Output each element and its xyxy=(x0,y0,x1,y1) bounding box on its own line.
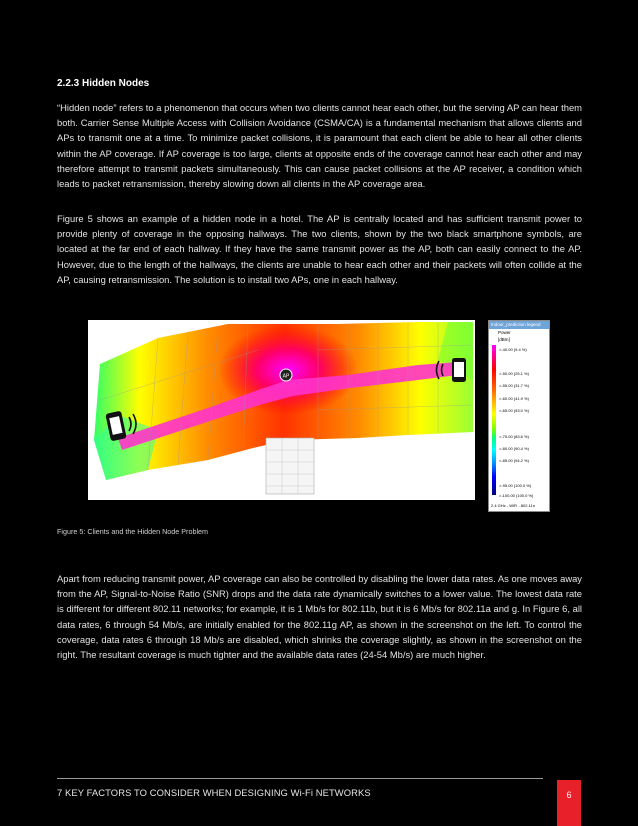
paragraph-data-rates: Apart from reducing transmit power, AP coverage can also be controlled by disabling the lower data rates. As one moves away from the AP, Signal-to-Noise Ratio (SNR) drops and the data rate dynamically switches to a lower value. The lowest data rate is different for different 802.11 networks; for example, it is 1 Mb/s for 802.11b, but it is 6 Mb/s for 802.11a and g. In Figure 6, all data rates, 6 through 54 Mb/s, are initially enabled for the 802.11g AP, as shown in the screenshot on the left. To control the coverage, data rates 6 through 18 Mb/s are disabled, which shrinks the coverage slightly, as shown in the screenshot on the right. The resultant coverage is much tighter and the available data rates (24-54 Mb/s) are much higher. xyxy=(57,573,582,661)
legend-entry: >-95.00 (100.0 %) xyxy=(499,483,532,488)
access-point-icon xyxy=(280,369,292,381)
section-title: 2.2.3 Hidden Nodes xyxy=(57,78,150,89)
legend-entry: >-85.00 (94.2 %) xyxy=(499,458,529,463)
legend-entry: >-75.00 (83.6 %) xyxy=(499,434,529,439)
figure-caption: Figure 5: Clients and the Hidden Node Problem xyxy=(57,527,209,536)
page-number-badge xyxy=(557,780,581,826)
page-number: 6 xyxy=(566,790,572,800)
legend-entry: >-65.00 (53.0 %) xyxy=(499,408,529,413)
legend-heading: Power xyxy=(498,330,511,335)
paragraph-figure-5-explanation: Figure 5 shows an example of a hidden node in a hotel. The AP is centrally located and has sufficient transmit power to provide plenty of coverage in the opposing hallways. The two clients, shown by the two black smartphone symbols, are located at the far end of each hallway. If they have the same transmit power as the AP, both can easily connect to the AP. However, due to the length of the hallways, the clients are unable to hear each other and their packets will often collide at the AP, causing retransmission. The solution is to install two APs, one in each hallway. xyxy=(57,213,582,285)
legend-entry: >-100.00 (100.0 %) xyxy=(499,493,534,498)
power-legend xyxy=(488,320,550,512)
legend-entry: >-60.00 (41.9 %) xyxy=(499,396,529,401)
coverage-heatmap-figure xyxy=(88,320,475,500)
legend-title: Indoor_prediction legend xyxy=(489,321,549,329)
coverage-heatmap-svg xyxy=(88,320,475,500)
legend-entry: >-55.00 (31.7 %) xyxy=(499,383,529,388)
legend-unit: [dBm] xyxy=(498,336,510,342)
footer-title: 7 KEY FACTORS TO CONSIDER WHEN DESIGNING Wi-Fi NETWORKS xyxy=(57,787,371,798)
svg-text:AP: AP xyxy=(282,373,290,380)
legend-entry: >-80.00 (90.4 %) xyxy=(499,446,529,451)
legend-entry: >-50.00 (25.1 %) xyxy=(499,371,529,376)
legend-color-scale xyxy=(492,345,496,495)
legend-entry: >-40.00 (9.4 %) xyxy=(499,347,527,352)
annex-outline xyxy=(266,438,314,494)
legend-footer: 2.4 GHz - WiFi - 802.11n xyxy=(491,503,535,508)
paragraph-hidden-node-definition: “Hidden node” refers to a phenomenon that occurs when two clients cannot hear each other, but the serving AP can hear them both. Carrier Sense Multiple Access with Collision Avoidance (CSMA/CA) is a fundamental mechanism that allows clients and APs to transmit one at a time. To minimize packet collisions, it is paramount that each client be able to hear all other clients within the AP coverage. If AP coverage is too large, clients at opposite ends of the coverage cannot hear each other and may therefore attempt to transmit packets simultaneously. This can cause packet collisions at the AP receiver, a condition which leads to packet retransmission, thereby slowing down all clients in the AP coverage area. xyxy=(57,102,582,190)
footer-divider xyxy=(57,778,543,779)
